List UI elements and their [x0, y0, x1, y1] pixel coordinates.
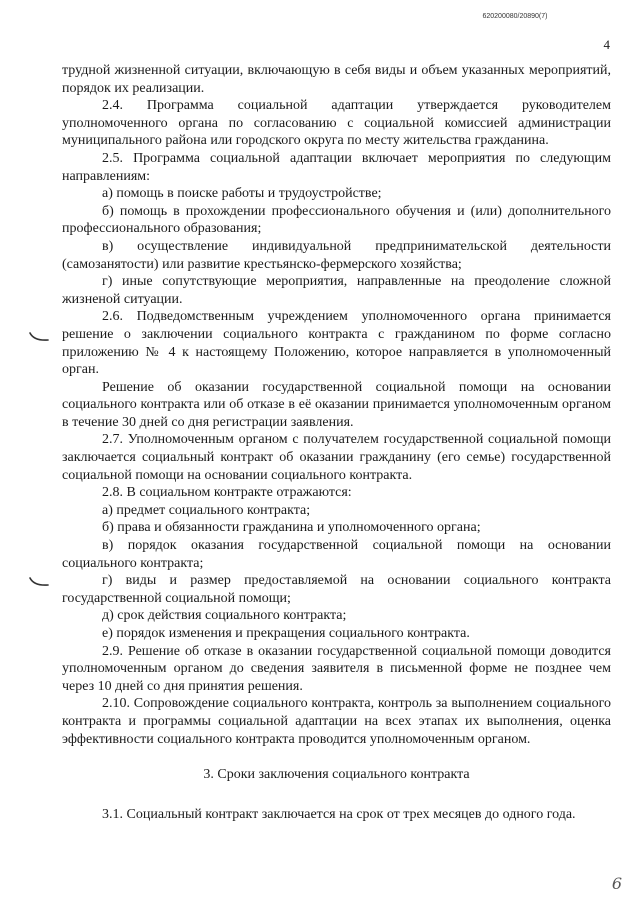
paragraph: Решение об оказании государственной социальной помощи на основании социального контракта или об отказе в её оказании принимается уполномоченным органом в течение 30 дней со дня регистрации заявления.: [62, 379, 611, 430]
margin-pen-mark: [28, 331, 50, 343]
paragraph: 2.9. Решение об отказе в оказании государственной социальной помощи доводится уполномоченным органом до сведения заявителя в письменной форме не позднее чем через 10 дней со дня принятия решения.: [62, 643, 611, 694]
list-item: г) виды и размер предоставляемой на основании социального контракта государственной социальной помощи;: [62, 573, 611, 606]
paragraph: 2.10. Сопровождение социального контракта, контроль за выполнением социального контракта и программы социальной адаптации на всех этапах их выполнения, оценка эффективности социального контракта проводится уполномоченным органом.: [62, 696, 611, 747]
list-item: б) помощь в прохождении профессионального обучения и (или) дополнительного профессионального образования;: [62, 203, 611, 237]
paragraph: 2.4. Программа социальной адаптации утверждается руководителем уполномоченного органа по согласованию с социальной комиссией администрации муниципального района или городского округа по месту жительства гражданина.: [62, 98, 611, 149]
handwritten-page-mark: 6: [611, 874, 622, 893]
list-item: е) порядок изменения и прекращения социального контракта.: [102, 626, 470, 641]
list-item: в) порядок оказания государственной социальной помощи на основании социального контракта;: [62, 538, 611, 571]
paragraph: 2.6. Подведомственным учреждением уполномоченного органа принимается решение о заключении социального контракта с гражданином по форме согласно приложению № 4 к настоящему Положению, которое направляется в уполномоченный орган.: [62, 309, 611, 378]
list-item: а) предмет социального контракта;: [102, 502, 311, 518]
paragraph: трудной жизненной ситуации, включающую в себя виды и объем указанных мероприятий, порядок их реализации.: [62, 63, 611, 96]
paragraph: 2.8. В социальном контракте отражаются:: [102, 485, 352, 501]
paragraph: 2.7. Уполномоченным органом с получателем государственной социальной помощи заключается социальный контракт об оказании гражданину (его семье) государственной социальной помощи на основании социального контракта.: [62, 432, 611, 483]
section-heading: 3. Сроки заключения социального контракта: [203, 767, 470, 783]
document-body: [62, 62, 611, 823]
list-item: б) права и обязанности гражданина и уполномоченного органа;: [102, 520, 481, 536]
page-number: 4: [603, 37, 610, 52]
list-item: г) иные сопутствующие мероприятия, направленные на преодоление сложной жизненой ситуации.: [62, 274, 611, 307]
paragraph: 3.1. Социальный контракт заключается на срок от трех месяцев до одного года.: [102, 806, 576, 822]
list-item: д) срок действия социального контракта;: [102, 608, 347, 624]
margin-pen-mark: [28, 576, 50, 588]
list-item: в) осуществление индивидуальной предпринимательской деятельности (самозанятости) или развитие крестьянско-фермерского хозяйства;: [62, 238, 611, 272]
document-registration-number: 620200080/20890(7): [482, 13, 548, 20]
paragraph: 2.5. Программа социальной адаптации включает мероприятия по следующим направлениям:: [62, 150, 611, 184]
list-item: а) помощь в поиске работы и трудоустройстве;: [102, 186, 382, 202]
